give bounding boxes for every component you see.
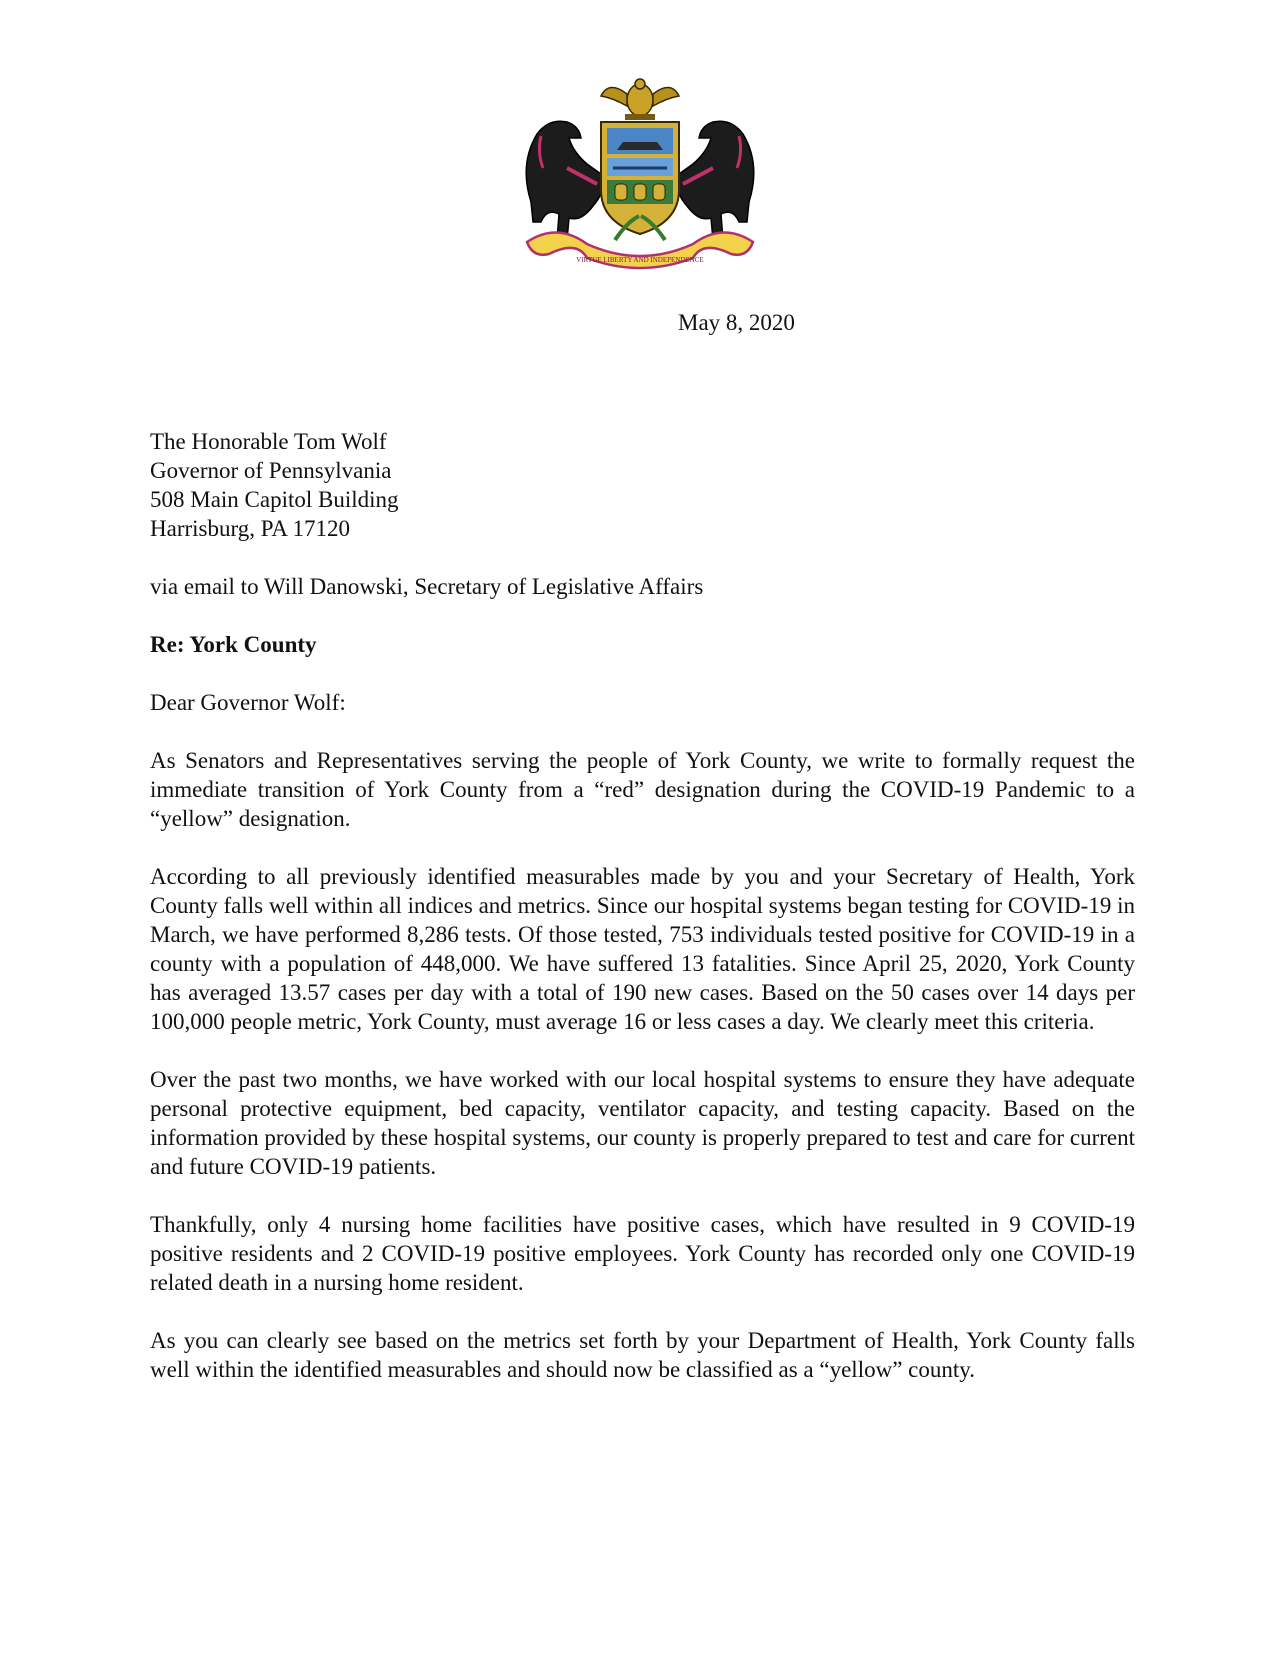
paragraph-conclusion: As you can clearly see based on the metrics set forth by your Department of Health, York County falls well within the identified measurables and should now be classified as a “yellow” county.	[150, 1328, 1135, 1382]
left-horse-icon	[526, 121, 603, 240]
paragraph-nursing-homes: Thankfully, only 4 nursing home facilities have positive cases, which have resulted in 9 COVID-19 positive residents and 2 COVID-19 positive employees. York County has recorded only one COVID-19 related death in a nursing home resident.	[150, 1212, 1135, 1295]
subject-line: Re: York County	[150, 632, 317, 657]
right-horse-icon	[677, 121, 754, 240]
pennsylvania-coat-of-arms-seal	[497, 72, 783, 272]
recipient-name: The Honorable Tom Wolf	[150, 429, 387, 454]
recipient-title: Governor of Pennsylvania	[150, 458, 392, 483]
paragraph-request: As Senators and Representatives serving the people of York County, we write to formally request the immediate transition of York County from a “red” designation during the COVID-19 Pandemic to a “yellow” designation.	[150, 748, 1135, 831]
motto-ribbon	[527, 232, 753, 268]
letter-date: May 8, 2020	[678, 310, 795, 335]
paragraph-hospitals: Over the past two months, we have worked with our local hospital systems to ensure they have adequate personal protective equipment, bed capacity, ventilator capacity, and testing capacity. Based on the information provided by these hospital systems, our county is properly prepared to test and care for current and future COVID-19 patients.	[150, 1067, 1135, 1179]
motto-text: VIRTUE LIBERTY AND INDEPENDENCE	[576, 256, 704, 264]
salutation: Dear Governor Wolf:	[150, 690, 346, 715]
recipient-address	[150, 427, 1135, 543]
delivery-note: via email to Will Danowski, Secretary of Legislative Affairs	[150, 574, 704, 599]
recipient-city: Harrisburg, PA 17120	[150, 516, 350, 541]
eagle-icon	[601, 79, 679, 120]
paragraph-metrics: According to all previously identified measurables made by you and your Secretary of Health, York County falls well within all indices and metrics. Since our hospital systems began testing for COVID-19 in March, we have performed 8,286 tests. Of those tested, 753 individuals tested positive for COVID-19 in a county with a population of 448,000. We have suffered 13 fatalities. Since April 25, 2020, York County has averaged 13.57 cases per day with a total of 190 new cases. Based on the 50 cases over 14 days per 100,000 people metric, York County, must average 16 or less cases a day. We clearly meet this criteria.	[150, 864, 1135, 1034]
shield-icon	[601, 122, 679, 234]
recipient-street: 508 Main Capitol Building	[150, 487, 399, 512]
letter-body	[150, 427, 1135, 1384]
